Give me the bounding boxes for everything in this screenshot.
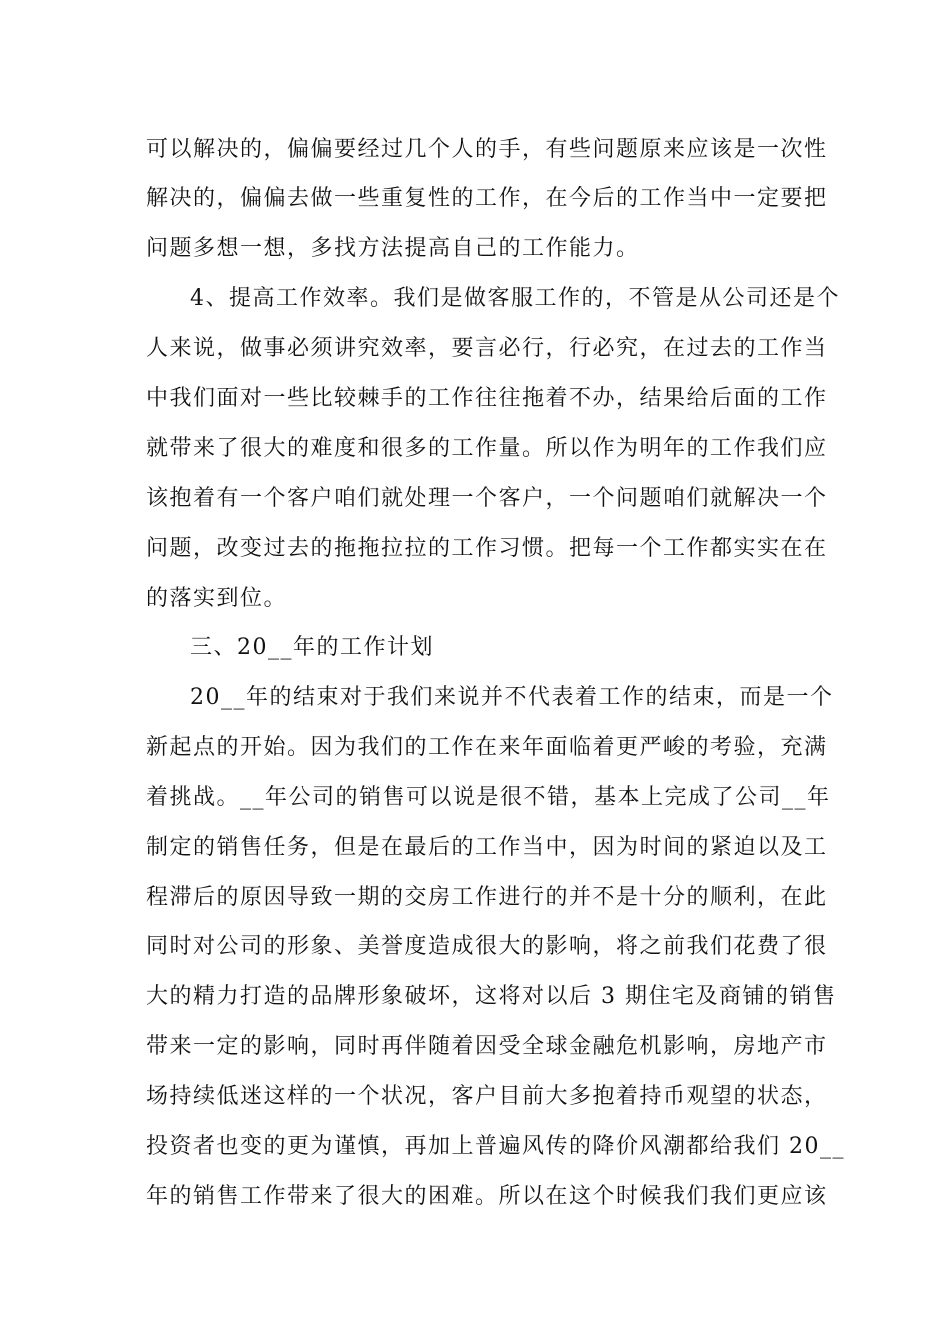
text-line: 人来说，做事必须讲究效率，要言必行，行必究，在过去的工作当 bbox=[146, 336, 828, 361]
text-line: 问题，改变过去的拖拖拉拉的工作习惯。把每一个工作都实实在在 bbox=[146, 536, 828, 561]
text-line: 4、提高工作效率。我们是做客服工作的，不管是从公司还是个 bbox=[190, 286, 840, 311]
text-line: 的落实到位。 bbox=[146, 586, 288, 611]
text-line: 就带来了很大的难度和很多的工作量。所以作为明年的工作我们应 bbox=[146, 436, 828, 461]
text-line: 可以解决的，偏偏要经过几个人的手，有些问题原来应该是一次性 bbox=[146, 137, 828, 162]
text-line: 中我们面对一些比较棘手的工作往往拖着不办，结果给后面的工作 bbox=[146, 386, 828, 411]
section-heading: 三、20__年的工作计划 bbox=[190, 635, 434, 660]
text-line: 大的精力打造的品牌形象破坏，这将对以后 3 期住宅及商铺的销售 bbox=[146, 984, 837, 1009]
text-line: 带来一定的影响，同时再伴随着因受全球金融危机影响，房地产市 bbox=[146, 1034, 828, 1059]
text-line: 年的销售工作带来了很大的困难。所以在这个时候我们我们更应该 bbox=[146, 1184, 828, 1209]
text-line: 着挑战。__年公司的销售可以说是很不错，基本上完成了公司__年 bbox=[146, 785, 831, 810]
text-line: 问题多想一想，多找方法提高自己的工作能力。 bbox=[146, 236, 640, 261]
text-line: 场持续低迷这样的一个状况，客户目前大多抱着持币观望的状态， bbox=[146, 1084, 828, 1109]
text-line: 解决的，偏偏去做一些重复性的工作，在今后的工作当中一定要把 bbox=[146, 186, 828, 211]
text-line: 新起点的开始。因为我们的工作在来年面临着更严峻的考验，充满 bbox=[146, 735, 828, 760]
text-line: 投资者也变的更为谨慎，再加上普遍风传的降价风潮都给我们 20__ bbox=[146, 1134, 845, 1159]
text-line: 制定的销售任务，但是在最后的工作当中，因为时间的紧迫以及工 bbox=[146, 835, 828, 860]
text-line: 程滞后的原因导致一期的交房工作进行的并不是十分的顺利，在此 bbox=[146, 885, 828, 910]
text-line: 该抱着有一个客户咱们就处理一个客户，一个问题咱们就解决一个 bbox=[146, 486, 828, 511]
text-line: 同时对公司的形象、美誉度造成很大的影响，将之前我们花费了很 bbox=[146, 934, 828, 959]
text-line: 20__年的结束对于我们来说并不代表着工作的结束，而是一个 bbox=[190, 685, 834, 710]
